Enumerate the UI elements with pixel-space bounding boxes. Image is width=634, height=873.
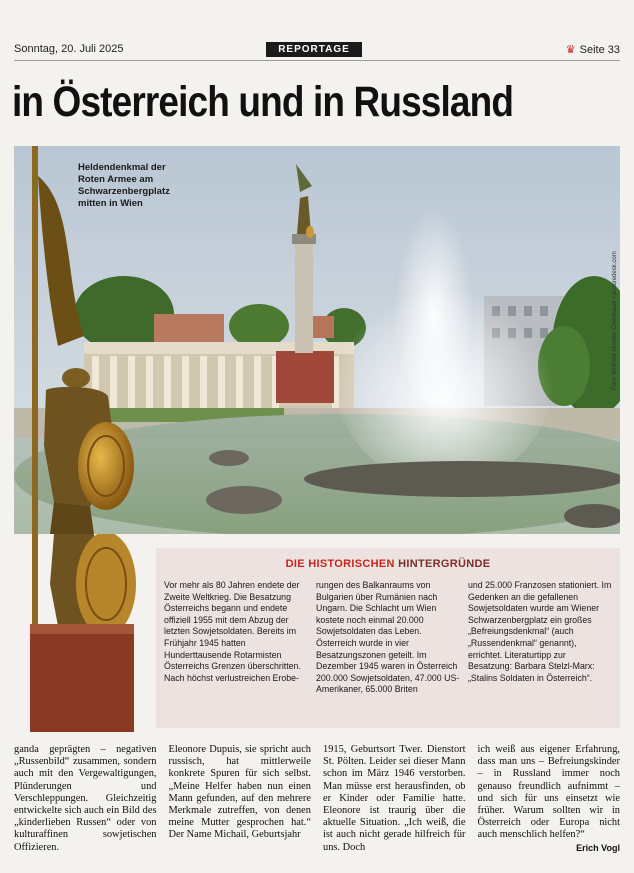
- issue-date: Sonntag, 20. Juli 2025: [14, 43, 124, 55]
- background-col-2: rungen des Balkanraums von Bulgarien über Rumänien nach Ungarn. Die Schlacht um Wien kostete noch einmal 20.000 Sowjetsoldaten das Leben. Österreich wurde in vier Besatzungszonen geteilt. Im Dezember 1945 waren in Österreich 200.000 Sowjetsoldaten, 47.000 US-Amerikaner, 65.000 Briten: [316, 580, 460, 695]
- background-col-3: und 25.000 Franzosen stationiert. Im Gedenken an die gefallenen Sowjetsoldaten wurde am Wiener Schwarzenbergplatz ein großes „Befreiungsdenkmal“ (auch „Russendenkmal“ genannt), errichtet. Literaturtipp zur Besatzung: Barbara Stelzl-Marx: „Stalins Soldaten in Österreich“.: [468, 580, 612, 683]
- title-part-2: HINTERGRÜNDE: [398, 558, 491, 570]
- background-box-columns: [164, 580, 612, 696]
- author-name: Erich Vogl: [576, 842, 620, 853]
- background-box: [156, 548, 620, 728]
- page-number: [566, 43, 620, 56]
- caption-line: Heldendenkmal der: [78, 162, 166, 173]
- page-number-text: Seite 33: [579, 44, 620, 56]
- caption-line: Roten Armee am: [78, 174, 154, 185]
- photo-credit: Foto: Willfried Gredler-Oxenbauer / picturedesk.com: [612, 251, 618, 390]
- section-label: REPORTAGE: [266, 42, 362, 57]
- body-col-2: Eleonore Dupuis, sie spricht auch russisch, hat mittlerweile konkrete Spuren für sich selbst. „Meine Helfer haben nun einen Mann gefunden, auf den mehrere Merkmale zutreffen, von denen meine Mutter gesprochen hat.“ Der Name Michail, Geburtsjahr: [168, 744, 311, 841]
- header-rule: [14, 60, 620, 61]
- title-part-1: DIE HISTORISCHEN: [285, 558, 395, 570]
- crown-icon: ♛: [565, 44, 576, 56]
- article-body: [14, 744, 620, 854]
- photo-caption: [78, 162, 198, 210]
- page-header: [14, 40, 620, 60]
- background-col-1: Vor mehr als 80 Jahren endete der Zweite Weltkrieg. Die Besatzung Österreichs begann und endete offiziell 1955 mit dem Abzug der letzten Sowjetsoldaten. Bereits im Frühjahr 1945 hatten Hunderttausende Rotarmisten Österreichs Grenzen überschritten. Nach höchst verlustreichen Erobe-: [164, 580, 301, 683]
- caption-line: mitten in Wien: [78, 198, 143, 209]
- body-col-4-text: ich weiß aus eigener Erfahrung, dass man uns – Befreiungskinder – in Russland immer noch genauso freundlich aufnimmt – und sich für uns einsetzt wie früher. Warum sollten wir in Österreich oder Europa nicht auch menschlich helfen?“: [477, 744, 620, 841]
- headline: in Österreich und in Russland: [12, 78, 514, 126]
- background-box-title: [156, 558, 620, 570]
- statue-pedestal: [14, 534, 154, 734]
- body-col-1: ganda geprägten – negativen „Russenbild“ zusammen, sondern auch mit den Vergewaltigungen, Plünderungen und Verschleppungen. Gleichzeitig entwickelte sich auch ein Bild des „kinderlieben Russen“ oder von kulturaffinen sowjetischen Offizieren.: [14, 744, 157, 853]
- body-col-3: 1915, Geburtsort Twer. Dienstort St. Pölten. Leider sei dieser Mann schon im März 1946 verstorben. Man müsse erst herausfinden, ob er Kinder oder Familie hatte. Eleonore ist traurig über die aktuelle Situation. „Ich weiß, die ist auch nicht gerade hilfreich für uns. Doch: [323, 744, 466, 853]
- caption-line: Schwarzenbergplatz: [78, 186, 170, 197]
- body-col-4: [478, 744, 621, 854]
